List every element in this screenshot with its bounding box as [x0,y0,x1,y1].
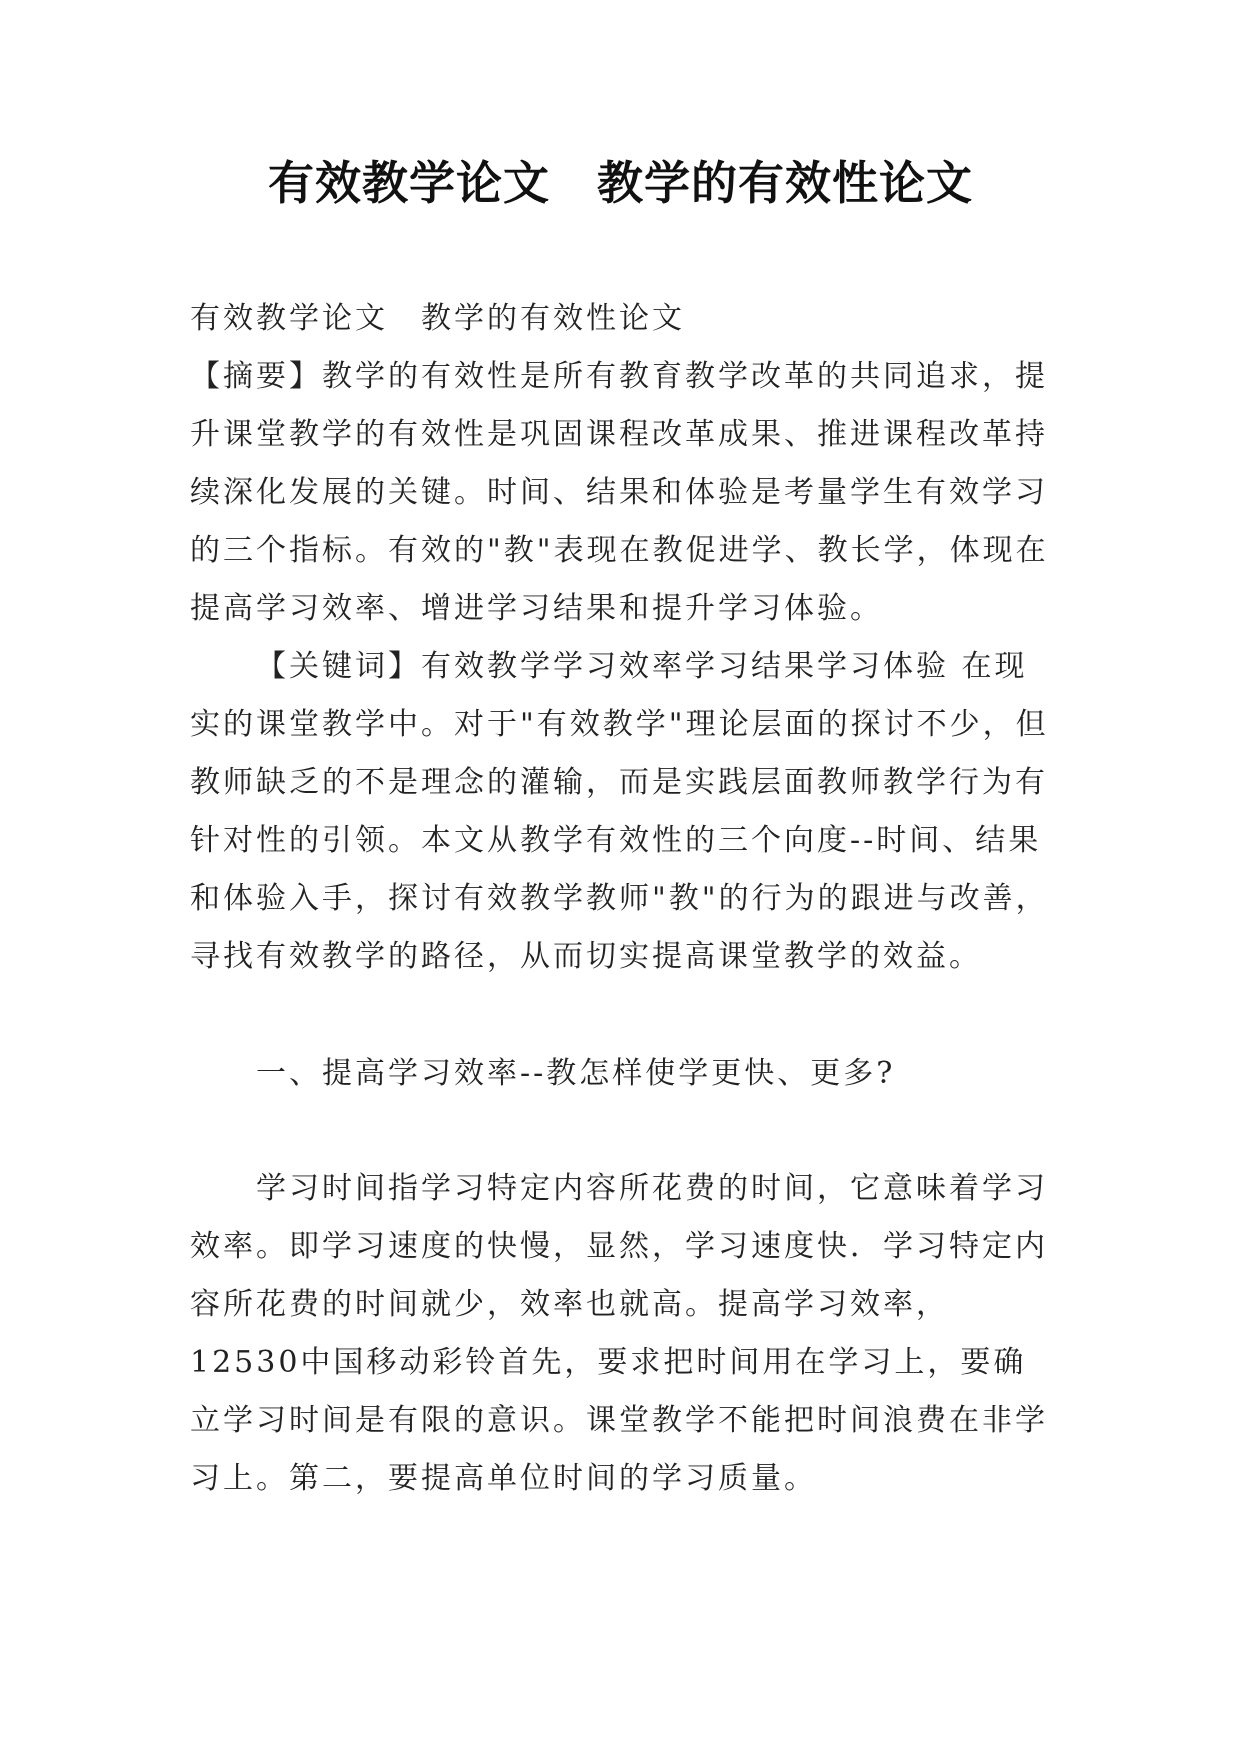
document-title: 有效教学论文 教学的有效性论文 [268,156,973,210]
section-heading: 一、提高学习效率--教怎样使学更快、更多? [256,1056,896,1091]
abstract-paragraph: 【摘要】教学的有效性是所有教育教学改革的共同追求，提升课堂教学的有效性是巩固课程改革成果、推进课程改革持续深化发展的关键。时间、结果和体验是考量学生有效学习的三个指标。有效的"教"表现在教促进学、教长学，体现在提高学习效率、增进学习结果和提升学习体验。 [190,359,1049,626]
document-subtitle: 有效教学论文 教学的有效性论文 [190,301,685,336]
body-paragraph: 学习时间指学习特定内容所花费的时间，它意味着学习效率。即学习速度的快慢，显然，学习速度快．学习特定内容所花费的时间就少，效率也就高。提高学习效率，12530中国移动彩铃首先，要求把时间用在学习上，要确立学习时间是有限的意识。课堂教学不能把时间浪费在非学习上。第二，要提高单位时间的学习质量。 [190,1171,1048,1496]
keywords-paragraph: 【关键词】有效教学学习效率学习结果学习体验 在现实的课堂教学中。对于"有效教学"理论层面的探讨不少，但教师缺乏的不是理念的灌输，而是实践层面教师教学行为有针对性的引领。本文从教学有效性的三个向度--时间、结果和体验入手，探讨有效教学教师"教"的行为的跟进与改善，寻找有效教学的路径，从而切实提高课堂教学的效益。 [190,649,1049,974]
